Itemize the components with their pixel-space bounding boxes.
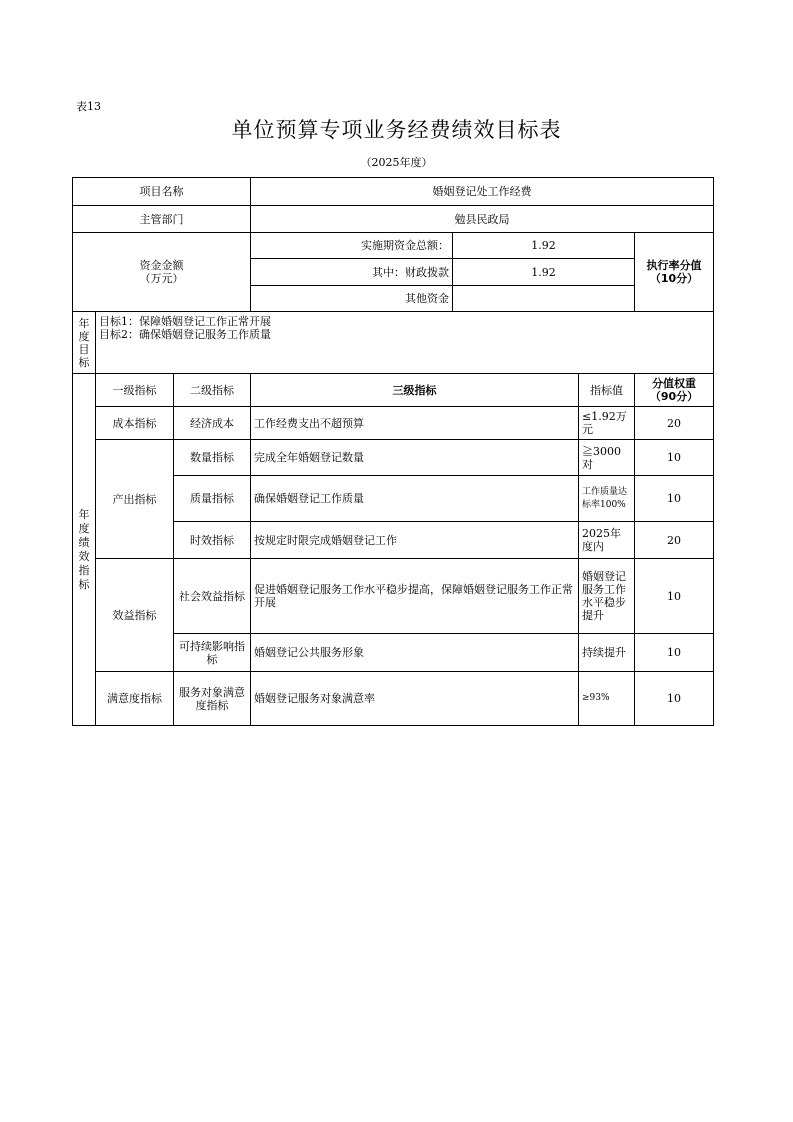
output-level1: 产出指标 [96,440,174,559]
funds-label [73,233,251,312]
header-weight-line1: 分值权重 [652,377,696,390]
funds-label-line2: （万元） [139,272,184,285]
benefit-level1: 效益指标 [96,559,174,672]
quality-value: 工作质量达标率100% [579,476,635,522]
satisfaction-level3: 婚姻登记服务对象满意率 [251,672,579,726]
indicators-side-text: 年度绩效指标 [78,507,90,591]
project-name-value: 婚姻登记处工作经费 [251,178,714,206]
sustain-value: 持续提升 [579,634,635,672]
total-funds-label: 实施期资金总额： [251,233,453,259]
cost-value: ≤1.92万元 [579,407,635,440]
social-level2: 社会效益指标 [174,559,251,634]
header-weight-line2: （90分） [649,390,699,403]
quality-level2: 质量指标 [174,476,251,522]
annual-goal-2: 目标2：确保婚姻登记服务工作质量 [99,328,271,341]
document-title: 单位预算专项业务经费绩效目标表 [231,118,562,142]
header-level2: 二级指标 [174,374,251,407]
sustain-weight: 10 [635,634,714,672]
project-name-label: 项目名称 [73,178,251,206]
social-value: 婚姻登记服务工作水平稳步提升 [579,559,635,634]
timeliness-value: 2025年度内 [579,522,635,559]
total-funds-value: 1.92 [453,233,635,259]
quality-level3: 确保婚姻登记工作质量 [251,476,579,522]
document-year: （2025年度） [360,156,433,169]
annual-goals-side-label [73,312,96,374]
execution-rate-label [635,233,714,312]
cost-level3: 工作经费支出不超预算 [251,407,579,440]
social-level3: 促进婚姻登记服务工作水平稳步提高，保障婚姻登记服务工作正常开展 [251,559,579,634]
satisfaction-weight: 10 [635,672,714,726]
other-funds-value [453,286,635,312]
other-funds-label: 其他资金 [251,286,453,312]
header-level3: 三级指标 [251,374,579,407]
indicators-side-label [73,374,96,726]
header-level1: 一级指标 [96,374,174,407]
cost-level2: 经济成本 [174,407,251,440]
quality-weight: 10 [635,476,714,522]
quantity-weight: 10 [635,440,714,476]
timeliness-level2: 时效指标 [174,522,251,559]
funds-label-line1: 资金金额 [139,259,184,272]
table-code: 表13 [76,100,101,113]
fiscal-funds-value: 1.92 [453,259,635,286]
annual-goals-cell [96,312,714,374]
sustain-level2: 可持续影响指标 [174,634,251,672]
annual-goals-side-text: 年度目标 [78,316,90,369]
quantity-level3: 完成全年婚姻登记数量 [251,440,579,476]
execution-rate-line2: （10分） [649,272,699,285]
sustain-level3: 婚姻登记公共服务形象 [251,634,579,672]
fiscal-funds-label: 其中：财政拨款 [251,259,453,286]
cost-weight: 20 [635,407,714,440]
header-weight [635,374,714,407]
annual-goal-1: 目标1：保障婚姻登记工作正常开展 [99,315,271,328]
cost-level1: 成本指标 [96,407,174,440]
timeliness-weight: 20 [635,522,714,559]
social-weight: 10 [635,559,714,634]
execution-rate-line1: 执行率分值 [646,259,702,272]
timeliness-level3: 按规定时限完成婚姻登记工作 [251,522,579,559]
performance-target-table [72,177,714,726]
quantity-value: ≧3000对 [579,440,635,476]
satisfaction-level2: 服务对象满意度指标 [174,672,251,726]
department-label: 主管部门 [73,206,251,233]
quantity-level2: 数量指标 [174,440,251,476]
department-value: 勉县民政局 [251,206,714,233]
header-value: 指标值 [579,374,635,407]
satisfaction-value: ≥93% [579,672,635,726]
satisfaction-level1: 满意度指标 [96,672,174,726]
